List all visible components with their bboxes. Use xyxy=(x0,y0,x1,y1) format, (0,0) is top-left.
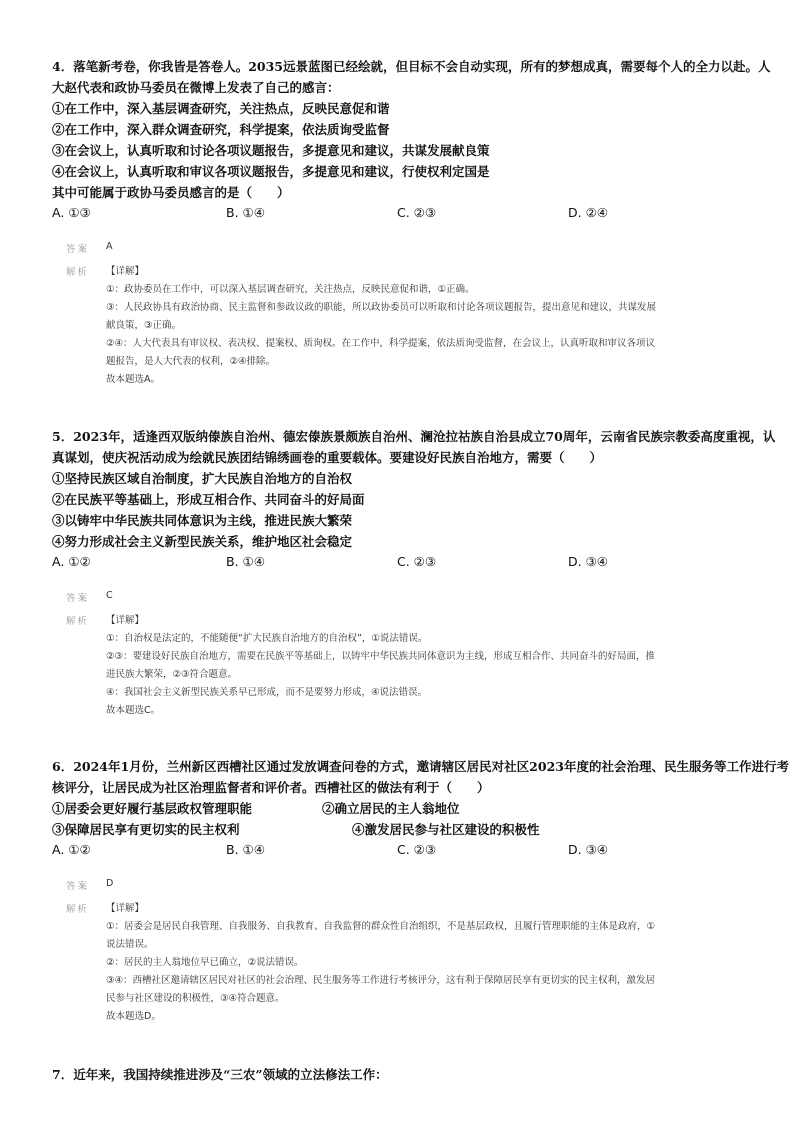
q6-choice: ①居委会更好履行基层政权管理职能 xyxy=(52,801,253,816)
q5-stem-line: 5．2023年，适逢西双版纳傣族自治州、德宏傣族景颇族自治州、澜沧拉祜族自治县成立70周年，云南省民族宗教委高度重视，认 xyxy=(52,429,776,444)
explain-line: 故本题选C。 xyxy=(106,705,161,716)
q4-prompt: 其中可能属于政协马委员感言的是（ ） xyxy=(52,185,290,200)
question-7 xyxy=(52,1064,742,1085)
answer-label: 答案 xyxy=(66,244,90,255)
q6-choice: ②确立居民的主人翁地位 xyxy=(322,801,460,816)
answer-label: 答案 xyxy=(66,881,90,892)
q4-option-a[interactable]: A. ①③ xyxy=(52,205,91,220)
explain-line: ①：居委会是居民自我管理、自我服务、自我教育、自我监督的群众性自治组织，不是基层政权，且履行管理职能的主体是政府，① xyxy=(106,921,656,932)
q4-choice: ④在会议上，认真听取和审议各项议题报告，多提意见和建议，行使权利定国是 xyxy=(52,164,490,179)
q5-option-c[interactable]: C. ②③ xyxy=(397,554,437,569)
q6-stem-line: 核评分，让居民成为社区治理监督者和评价者。西槽社区的做法有利于（ ） xyxy=(52,780,490,795)
q4-choice: ③在会议上，认真听取和讨论各项议题报告，多提意见和建议，共谋发展献良策 xyxy=(52,143,490,158)
question-4 xyxy=(52,56,771,389)
q5-option-d[interactable]: D. ③④ xyxy=(568,554,608,569)
explain-line: ①：自治权是法定的，不能随便“扩大民族自治地方的自治权”，①说法错误。 xyxy=(106,633,428,644)
q4-answer-row xyxy=(52,239,742,259)
q6-option-d[interactable]: D. ③④ xyxy=(568,842,608,857)
explain-line: ②③：要建设好民族自治地方，需要在民族平等基础上，以铸牢中华民族共同体意识为主线，形成互相合作、共同奋斗的好局面，推 xyxy=(106,651,656,662)
q4-option-b[interactable]: B. ①④ xyxy=(226,205,265,220)
q5-options xyxy=(52,552,742,574)
q5-explanation xyxy=(52,612,742,720)
q6-choice: ④激发居民参与社区建设的积极性 xyxy=(352,822,540,837)
explain-line: ①：政协委员在工作中，可以深入基层调查研究，关注热点，反映民意促和谐，①正确。 xyxy=(106,284,475,295)
q5-choice: ④努力形成社会主义新型民族关系，维护地区社会稳定 xyxy=(52,534,353,549)
q4-stem-line: 4．落笔新考卷，你我皆是答卷人。2035远景蓝图已经绘就，但目标不会自动实现，所有的梦想成真，需要每个人的全力以赴。人 xyxy=(52,59,771,74)
q6-explanation xyxy=(52,900,742,1026)
q6-option-b[interactable]: B. ①④ xyxy=(226,842,265,857)
q6-choice-row xyxy=(52,798,742,819)
explain-heading: 【详解】 xyxy=(106,266,145,277)
q6-option-a[interactable]: A. ①② xyxy=(52,842,91,857)
answer-label: 答案 xyxy=(66,593,90,604)
explain-label: 解析 xyxy=(66,267,90,278)
explain-heading: 【详解】 xyxy=(106,903,145,914)
q4-stem-line: 大赵代表和政协马委员在微博上发表了自己的感言： xyxy=(52,80,340,95)
explain-line: 说法错误。 xyxy=(106,939,154,950)
explain-label: 解析 xyxy=(66,616,90,627)
q4-explanation xyxy=(52,263,742,389)
q6-choice: ③保障居民享有更切实的民主权利 xyxy=(52,822,240,837)
explain-line: 进民族大繁荣，②③符合题意。 xyxy=(106,669,238,680)
q7-stem-line: 7．近年来，我国持续推进涉及“三农”领域的立法修法工作： xyxy=(52,1067,388,1082)
explain-line: 题报告，是人大代表的权利，②④排除。 xyxy=(106,356,276,367)
explain-line: ②：居民的主人翁地位早已确立，②说法错误。 xyxy=(106,957,304,968)
q5-option-b[interactable]: B. ①④ xyxy=(226,554,265,569)
explain-line: 民参与社区建设的积极性，③④符合题意。 xyxy=(106,993,285,1004)
explain-line: ②④：人大代表具有审议权、表决权、提案权、质询权。在工作中，科学提案，依法质询受监督，在会议上，认真听取和审议各项议 xyxy=(106,338,656,349)
q5-answer-row xyxy=(52,588,742,608)
explain-line: 故本题选D。 xyxy=(106,1011,161,1022)
question-6 xyxy=(52,756,789,1026)
explain-heading: 【详解】 xyxy=(106,615,145,626)
q4-option-d[interactable]: D. ②④ xyxy=(568,205,608,220)
answer-value: D xyxy=(106,878,114,889)
explain-line: ③：人民政协具有政治协商、民主监督和参政议政的职能，所以政协委员可以听取和讨论各项议题报告，提出意见和建议，共谋发展 xyxy=(106,302,657,313)
question-5 xyxy=(52,426,776,720)
q5-choice: ①坚持民族区域自治制度，扩大民族自治地方的自治权 xyxy=(52,471,353,486)
q6-options xyxy=(52,840,742,862)
q6-option-c[interactable]: C. ②③ xyxy=(397,842,437,857)
answer-value: A xyxy=(106,241,113,252)
q5-choice: ③以铸牢中华民族共同体意识为主线，推进民族大繁荣 xyxy=(52,513,353,528)
q5-choice: ②在民族平等基础上，形成互相合作、共同奋斗的好局面 xyxy=(52,492,365,507)
explain-line: 故本题选A。 xyxy=(106,374,160,385)
q4-options xyxy=(52,203,742,225)
q4-option-c[interactable]: C. ②③ xyxy=(397,205,437,220)
explain-line: ④：我国社会主义新型民族关系早已形成，而不是要努力形成，④说法错误。 xyxy=(106,687,428,698)
q4-choice: ②在工作中，深入群众调查研究，科学提案，依法质询受监督 xyxy=(52,122,390,137)
q6-choice-row xyxy=(52,819,742,840)
explain-line: 献良策，③正确。 xyxy=(106,320,182,331)
explain-label: 解析 xyxy=(66,904,90,915)
q4-choice: ①在工作中，深入基层调查研究，关注热点，反映民意促和谐 xyxy=(52,101,390,116)
q6-stem-line: 6．2024年1月份，兰州新区西槽社区通过发放调查问卷的方式，邀请辖区居民对社区2023年度的社会治理、民生服务等工作进行考 xyxy=(52,759,789,774)
answer-value: C xyxy=(106,590,113,601)
q5-option-a[interactable]: A. ①② xyxy=(52,554,91,569)
q6-answer-row xyxy=(52,876,742,896)
explain-line: ③④：西槽社区邀请辖区居民对社区的社会治理、民生服务等工作进行考核评分，这有利于保障居民享有更切实的民主权利，激发居 xyxy=(106,975,656,986)
q5-stem-line: 真谋划，使庆祝活动成为绘就民族团结锦绣画卷的重要载体。要建设好民族自治地方，需要（ ） xyxy=(52,450,603,465)
